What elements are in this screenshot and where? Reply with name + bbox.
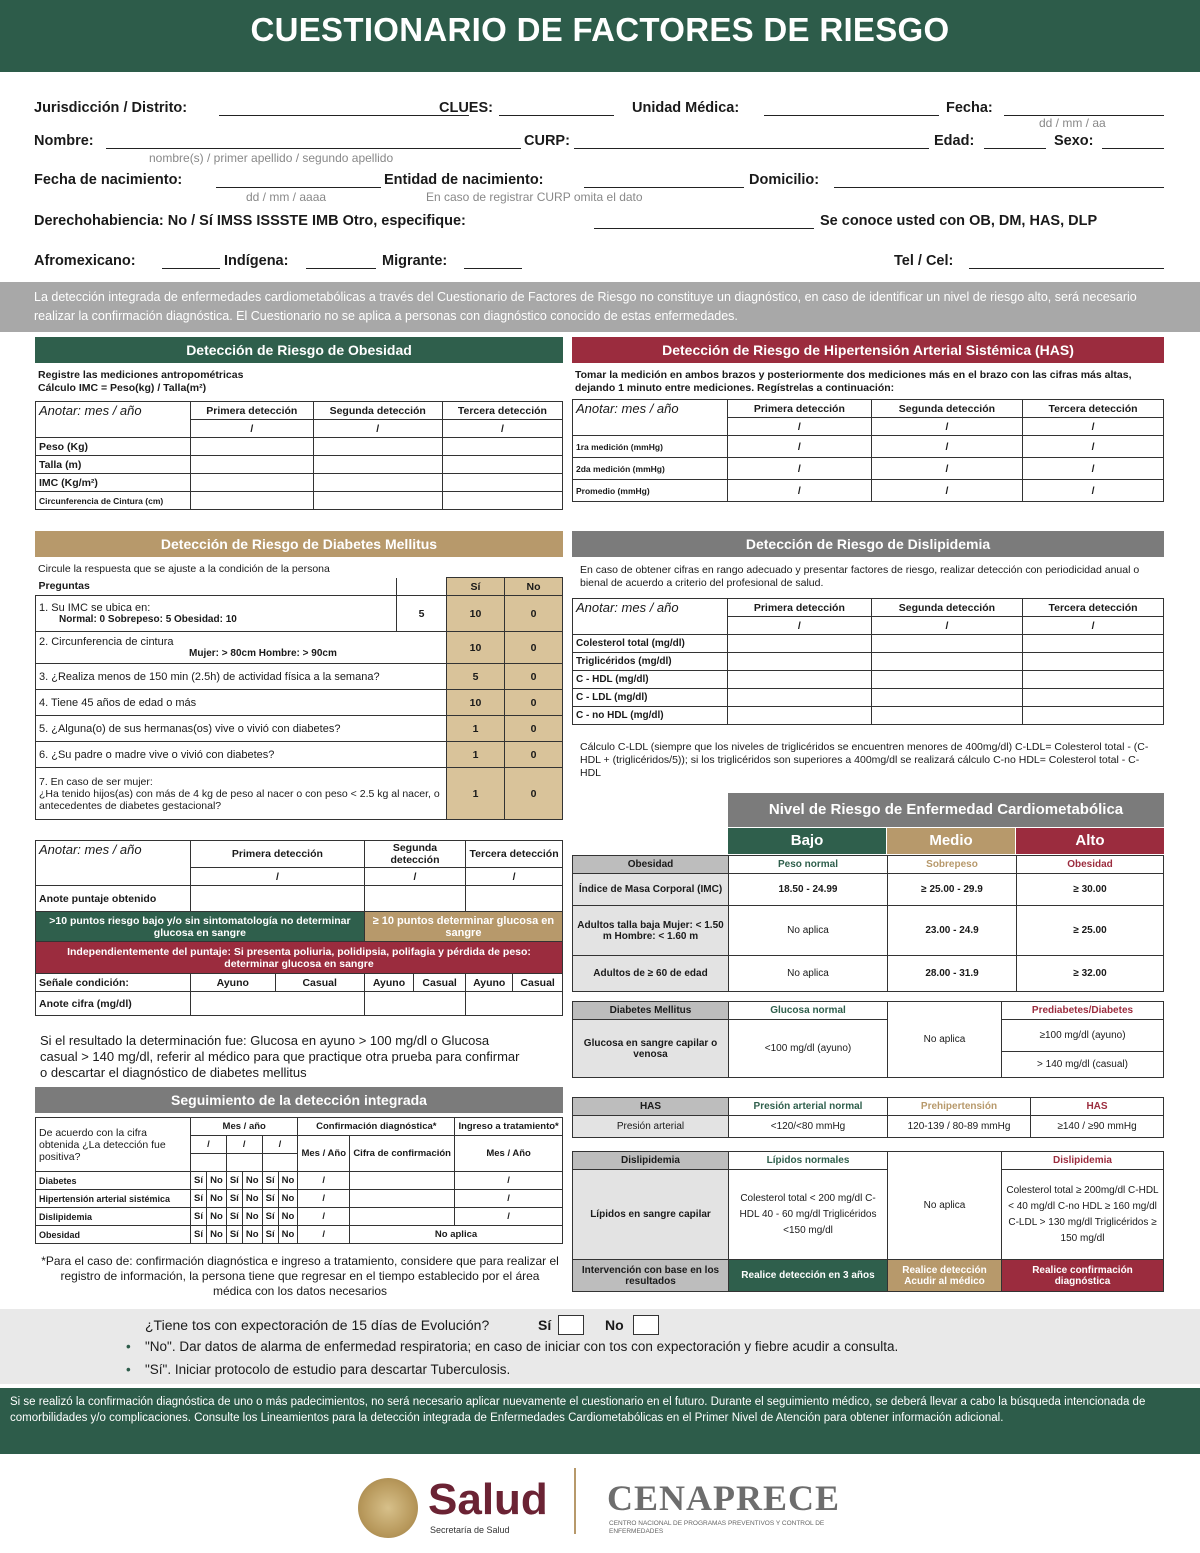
row-label: 2da medición (mmHg): [573, 458, 728, 480]
has-c: HAS: [1031, 1098, 1164, 1116]
escudo-logo: [358, 1478, 418, 1538]
q-no[interactable]: 0: [505, 716, 563, 742]
dl-h: Dislipidemia: [573, 1152, 729, 1170]
ob-val: ≥ 25.00: [1017, 906, 1164, 956]
ayuno[interactable]: Ayuno: [191, 974, 276, 992]
no-option[interactable]: No: [278, 1190, 298, 1208]
bullet-icon: •: [126, 1362, 131, 1377]
section-seguimiento-title: Seguimiento de la detección integrada: [35, 1087, 563, 1113]
label-afro: Afromexicano:: [34, 253, 136, 269]
value-cell[interactable]: /: [1023, 480, 1164, 502]
section-dislipidemia-title: Detección de Riesgo de Dislipidemia: [572, 531, 1164, 557]
input-edad[interactable]: [984, 133, 1046, 149]
dl-m: No aplica: [888, 1152, 1002, 1260]
slash: /: [262, 1136, 298, 1154]
ob-row: Adultos de ≥ 60 de edad: [573, 956, 729, 992]
row-label: C - HDL (mg/dl): [573, 671, 728, 689]
tb-no-text: "No". Dar datos de alarma de enfermedad respiratoria; en caso de iniciar con tos con expectoración y fiebre acudir a consulta.: [145, 1339, 899, 1354]
nivel-title: Nivel de Riesgo de Enfermedad Cardiometabólica: [728, 793, 1164, 827]
nombre-hint: nombre(s) / primer apellido / segundo apellido: [149, 151, 394, 165]
seg-cifra: Cifra de confirmación: [350, 1136, 455, 1172]
anotar-label: Anotar: mes / año: [573, 400, 728, 436]
preguntas-header: Preguntas: [36, 578, 397, 596]
label-migrante: Migrante:: [382, 253, 448, 269]
ob-row: Índice de Masa Corporal (IMC): [573, 874, 729, 906]
si-option[interactable]: Sí: [262, 1190, 278, 1208]
value-cell[interactable]: /: [728, 436, 872, 458]
value-cell[interactable]: [871, 707, 1022, 725]
dm-c1: ≥100 mg/dl (ayuno): [1002, 1020, 1164, 1052]
no-option[interactable]: No: [207, 1226, 227, 1244]
q-si[interactable]: 1: [447, 768, 505, 820]
tb-question: ¿Tiene tos con expectoración de 15 días de Evolución?: [145, 1317, 490, 1333]
dl-a: Lípidos normales: [729, 1152, 888, 1170]
value-cell[interactable]: [313, 492, 442, 510]
cenaprece-sub: CENTRO NACIONAL DE PROGRAMAS PREVENTIVOS Y CONTROL DE ENFERMEDADES: [609, 1520, 825, 1535]
fecha-hint: dd / mm / aa: [1039, 116, 1106, 130]
q-no[interactable]: 0: [505, 690, 563, 716]
tb-box: [0, 1309, 1200, 1384]
value-cell[interactable]: /: [1023, 436, 1164, 458]
q-si[interactable]: 10: [447, 690, 505, 716]
col-header: Segunda detección: [871, 400, 1022, 418]
label-sexo: Sexo:: [1054, 133, 1094, 149]
seg-ma: Mes / Año: [298, 1136, 350, 1172]
tb-si-checkbox[interactable]: [558, 1315, 584, 1335]
seguimiento-note: *Para el caso de: confirmación diagnóstica e ingreso a tratamiento, considere que para realizar el registro de información, la persona tiene que regresar en el tiempo establecido por el área médica con los datos necesarios: [41, 1254, 559, 1298]
ob-b: Sobrepeso: [888, 856, 1017, 874]
ldl-calc: Cálculo C-LDL (siempre que los niveles de triglicéridos se encuentren menores de 400mg/dl) C-LDL= Colesterol total - (C-HDL + (triglicéridos/5)); si los triglicéridos son superiores a 400mg/dl se realizará cálculo C-no HDL= Colesterol total - C-HDL: [580, 741, 1149, 779]
col-header: Segunda detección: [313, 402, 442, 420]
seg-row: Dislipidemia: [36, 1208, 191, 1226]
int-c: Realice confirmación diagnóstica: [1002, 1260, 1164, 1292]
has-intro: Tomar la medición en ambos brazos y posteriormente dos mediciones más en el brazo con las cifras más altas, dejando 1 minuto entre mediciones. Regístrelas a continuación:: [575, 369, 1132, 394]
bullet-icon: •: [126, 1339, 131, 1354]
dm-m: No aplica: [888, 1002, 1002, 1078]
question-7: 7. En caso de ser mujer: ¿Ha tenido hijos(as) con más de 4 kg de peso al nacer o con peso < 2.5 kg al nacer, o antecedentes de diabetes gestacional?: [36, 768, 447, 820]
col-header: Tercera detección: [1023, 599, 1164, 617]
diabetes-table: [35, 577, 563, 820]
dm-row: Glucosa en sangre capilar o venosa: [573, 1020, 729, 1078]
ob-h: Obesidad: [573, 856, 729, 874]
q-no[interactable]: 0: [505, 632, 563, 664]
slash: /: [226, 1136, 262, 1154]
col-header: Segunda detección: [871, 599, 1022, 617]
no-option[interactable]: No: [207, 1172, 227, 1190]
input-otro[interactable]: [594, 213, 814, 229]
input-fnac[interactable]: [216, 172, 381, 188]
si-header: Sí: [447, 578, 505, 596]
value-cell[interactable]: /: [871, 480, 1022, 502]
dl-v: Colesterol total < 200 mg/dl C-HDL 40 - 60 mg/dl Triglicéridos <150 mg/dl: [729, 1170, 888, 1260]
salud-logo-text: Salud: [428, 1475, 548, 1524]
ayuno[interactable]: Ayuno: [364, 974, 413, 992]
no-option[interactable]: No: [242, 1226, 262, 1244]
date-cell[interactable]: /: [313, 420, 442, 438]
row-label: Promedio (mmHg): [573, 480, 728, 502]
value-cell[interactable]: [350, 1190, 455, 1208]
date-cell[interactable]: /: [191, 868, 365, 886]
date-cell[interactable]: /: [364, 868, 465, 886]
nivel-alto: Alto: [1016, 828, 1164, 854]
value-cell[interactable]: [728, 707, 872, 725]
diabetes-intro: Circule la respuesta que se ajuste a la condición de la persona: [38, 563, 330, 575]
no-option[interactable]: No: [207, 1208, 227, 1226]
value-cell[interactable]: [364, 886, 465, 912]
input-entidad[interactable]: [584, 172, 744, 188]
nivel-dm-table: [572, 1001, 1164, 1078]
logo-divider: [574, 1468, 576, 1534]
label-entidad: Entidad de nacimiento:: [384, 172, 544, 188]
value-cell[interactable]: [1023, 689, 1164, 707]
q-si[interactable]: 10: [447, 632, 505, 664]
value-cell[interactable]: [191, 492, 314, 510]
value-cell[interactable]: [191, 886, 365, 912]
section-has-title: Detección de Riesgo de Hipertensión Arterial Sistémica (HAS): [572, 337, 1164, 363]
int-a: Realice detección en 3 años: [729, 1260, 888, 1292]
no-option[interactable]: No: [242, 1208, 262, 1226]
value-cell[interactable]: [364, 992, 465, 1016]
row-label: Triglicéridos (mg/dl): [573, 653, 728, 671]
value-cell[interactable]: [313, 438, 442, 456]
label-domicilio: Domicilio:: [749, 172, 820, 188]
date-cell[interactable]: /: [298, 1208, 350, 1226]
input-clues[interactable]: [499, 100, 614, 116]
slash: /: [191, 1136, 227, 1154]
value-cell[interactable]: /: [871, 436, 1022, 458]
value-cell[interactable]: [466, 886, 563, 912]
input-tel[interactable]: [969, 253, 1164, 269]
tb-si-label: Sí: [538, 1317, 552, 1333]
ob-row: Adultos talla baja Mujer: < 1.50 m Hombre: < 1.60 m: [573, 906, 729, 956]
tb-no-checkbox[interactable]: [633, 1315, 659, 1335]
independiente: Independientemente del puntaje: Si presenta poliuria, polidipsia, polifagia y pérdida de peso: determinar glucosa en sangre: [36, 942, 563, 974]
date-cell[interactable]: /: [455, 1190, 563, 1208]
input-indigena[interactable]: [306, 253, 376, 269]
date-cell[interactable]: /: [298, 1226, 350, 1244]
seg-row: Obesidad: [36, 1226, 191, 1244]
obesidad-intro1: Registre las mediciones antropométricas: [38, 369, 244, 381]
dm-v: <100 mg/dl (ayuno): [729, 1020, 888, 1078]
value-cell[interactable]: /: [1023, 458, 1164, 480]
value-cell[interactable]: [728, 671, 872, 689]
dm-c2: > 140 mg/dl (casual): [1002, 1052, 1164, 1078]
input-jurisdiccion[interactable]: [219, 100, 469, 116]
no-option[interactable]: No: [278, 1172, 298, 1190]
label-indigena: Indígena:: [224, 253, 289, 269]
int-b: Realice detección Acudir al médico: [888, 1260, 1002, 1292]
row-label: IMC (Kg/m²): [36, 474, 191, 492]
anotar-label: Anotar: mes / año: [573, 599, 728, 635]
no-option[interactable]: No: [278, 1226, 298, 1244]
q-si[interactable]: 1: [447, 716, 505, 742]
row-label: Colesterol total (mg/dl): [573, 635, 728, 653]
cenaprece-logo-text: CENAPRECE: [607, 1478, 841, 1518]
date-cell[interactable]: /: [728, 418, 872, 436]
has-table: [572, 399, 1164, 502]
obesidad-table: [35, 401, 563, 510]
value-cell[interactable]: [191, 438, 314, 456]
date-cell[interactable]: /: [298, 1190, 350, 1208]
has-val: ≥140 / ≥90 mmHg: [1031, 1116, 1164, 1138]
label-curp: CURP:: [524, 133, 570, 149]
cifra-label: Anote cifra (mg/dl): [36, 992, 191, 1016]
riesgo-bajo: >10 puntos riesgo bajo y/o sin sintomatología no determinar glucosa en sangre: [36, 912, 365, 942]
has-val: <120/<80 mmHg: [729, 1116, 888, 1138]
value-cell[interactable]: /: [728, 458, 872, 480]
dislipidemia-table: [572, 598, 1164, 725]
riesgo-alto: ≥ 10 puntos determinar glucosa en sangre: [364, 912, 562, 942]
label-nombre: Nombre:: [34, 133, 94, 149]
page-title: CUESTIONARIO DE FACTORES DE RIESGO: [0, 0, 1200, 72]
has-val: 120-139 / 80-89 mmHg: [888, 1116, 1031, 1138]
entidad-hint: En caso de registrar CURP omita el dato: [426, 190, 643, 204]
tb-no-label: No: [605, 1317, 624, 1333]
label-fnac: Fecha de nacimiento:: [34, 172, 183, 188]
input-unidad[interactable]: [764, 100, 939, 116]
casual[interactable]: Casual: [275, 974, 364, 992]
no-option[interactable]: No: [207, 1190, 227, 1208]
date-cell[interactable]: /: [1023, 418, 1164, 436]
no-option[interactable]: No: [242, 1172, 262, 1190]
si-option[interactable]: Sí: [262, 1226, 278, 1244]
ayuno[interactable]: Ayuno: [466, 974, 513, 992]
puntaje-label: Anote puntaje obtenido: [36, 886, 191, 912]
dl-c: Dislipidemia: [1002, 1152, 1164, 1170]
ob-c: Obesidad: [1017, 856, 1164, 874]
value-cell[interactable]: [1023, 707, 1164, 725]
si-option[interactable]: Sí: [191, 1226, 207, 1244]
info-banner: La detección integrada de enfermedades cardiometabólicas a través del Cuestionario de Factores de Riesgo no constituye un diagnóstico, en caso de identificar un nivel de riesgo alto, será necesario realizar la confirmación diagnóstica. El Cuestionario no se aplica a personas con diagnóstico conocido de estas enfermedades.: [0, 282, 1200, 332]
nivel-dislipidemia-table: [572, 1151, 1164, 1292]
nivel-bajo: Bajo: [728, 828, 886, 854]
value-cell[interactable]: [350, 1172, 455, 1190]
seg-row: Diabetes: [36, 1172, 191, 1190]
anotar-label: Anotar: mes / año: [36, 841, 191, 886]
seg-question: De acuerdo con la cifra obtenida ¿La detección fue positiva?: [36, 1118, 191, 1172]
ob-val: No aplica: [729, 956, 888, 992]
si-option[interactable]: Sí: [191, 1208, 207, 1226]
si-option[interactable]: Sí: [226, 1226, 242, 1244]
tb-si-text: "Sí". Iniciar protocolo de estudio para descartar Tuberculosis.: [145, 1362, 511, 1377]
dislipidemia-intro: En caso de obtener cifras en rango adecuado y presentar factores de riesgo, realizar detección con periodicidad anual o bienal de acuerdo a criterio del profesional de salud.: [580, 564, 1140, 589]
label-jurisdiccion: Jurisdicción / Distrito:: [34, 100, 188, 116]
input-migrante[interactable]: [464, 253, 522, 269]
col-header: Tercera detección: [466, 841, 563, 868]
dm-h: Diabetes Mellitus: [573, 1002, 729, 1020]
no-option[interactable]: No: [278, 1208, 298, 1226]
input-sexo[interactable]: [1102, 133, 1164, 149]
date-cell[interactable]: /: [298, 1172, 350, 1190]
value-cell[interactable]: /: [728, 480, 872, 502]
row-label: Peso (Kg): [36, 438, 191, 456]
col-header: Primera detección: [728, 400, 872, 418]
ob-val: 28.00 - 31.9: [888, 956, 1017, 992]
date-cell[interactable]: /: [871, 617, 1022, 635]
label-clues: CLUES:: [439, 100, 493, 116]
value-cell[interactable]: [313, 474, 442, 492]
col-header: Primera detección: [728, 599, 872, 617]
diabetes-note: Si el resultado la determinación fue: Glucosa en ayuno > 100 mg/dl o Glucosa casual > 140 mg/dl, referir al médico para que practique otra prueba para confirmar o descartar el diagnóstico de diabetes mellitus: [40, 1033, 520, 1080]
row-label: Talla (m): [36, 456, 191, 474]
value-cell[interactable]: [871, 635, 1022, 653]
value-cell[interactable]: [442, 474, 562, 492]
dm-c: Prediabetes/Diabetes: [1002, 1002, 1164, 1020]
value-cell[interactable]: [442, 492, 562, 510]
seg-ma: Mes / Año: [455, 1136, 563, 1172]
salud-sub: Secretaría de Salud: [430, 1525, 510, 1535]
col-header: Segunda detección: [364, 841, 465, 868]
question-3: 3. ¿Realiza menos de 150 min (2.5h) de actividad física a la semana?: [36, 664, 447, 690]
q-no[interactable]: 0: [505, 768, 563, 820]
value-cell[interactable]: [191, 474, 314, 492]
label-fecha: Fecha:: [946, 100, 993, 116]
si-option[interactable]: Sí: [262, 1172, 278, 1190]
value-cell[interactable]: [1023, 635, 1164, 653]
value-cell[interactable]: [191, 992, 365, 1016]
col-header: Tercera detección: [442, 402, 562, 420]
fnac-hint: dd / mm / aaaa: [246, 190, 327, 204]
ob-val: 23.00 - 24.9: [888, 906, 1017, 956]
nivel-obesidad-table: [572, 855, 1164, 992]
section-diabetes-title: Detección de Riesgo de Diabetes Mellitus: [35, 531, 563, 557]
question-2: 2. Circunferencia de cintura Mujer: > 80cm Hombre: > 90cm: [36, 632, 447, 664]
value-cell[interactable]: [871, 689, 1022, 707]
no-header: No: [505, 578, 563, 596]
label-tel: Tel / Cel:: [894, 253, 954, 269]
si-option[interactable]: Sí: [191, 1190, 207, 1208]
label-derechohabiencia: Derechohabiencia: No / Sí IMSS ISSSTE IMB Otro, especifique:: [34, 213, 466, 229]
ob-val: ≥ 30.00: [1017, 874, 1164, 906]
section-obesidad-title: Detección de Riesgo de Obesidad: [35, 337, 563, 363]
row-label: Circunferencia de Cintura (cm): [36, 492, 191, 510]
no-option[interactable]: No: [242, 1190, 262, 1208]
date-cell[interactable]: /: [466, 868, 563, 886]
value-cell[interactable]: [728, 689, 872, 707]
col-header: Tercera detección: [1023, 400, 1164, 418]
q-si[interactable]: 10: [447, 596, 505, 632]
value-cell[interactable]: [466, 992, 563, 1016]
anotar-label: Anotar: mes / año: [36, 402, 191, 438]
seg-ingreso: Ingreso a tratamiento*: [455, 1118, 563, 1136]
value-cell[interactable]: [442, 438, 562, 456]
si-option[interactable]: Sí: [262, 1208, 278, 1226]
question-6: 6. ¿Su padre o madre vive o vivió con diabetes?: [36, 742, 447, 768]
seg-row: Hipertensión arterial sistémica: [36, 1190, 191, 1208]
ob-val: 18.50 - 24.99: [729, 874, 888, 906]
has-b: Prehipertensión: [888, 1098, 1031, 1116]
input-domicilio[interactable]: [834, 172, 1164, 188]
nivel-medio: Medio: [887, 828, 1015, 854]
date-cell[interactable]: /: [455, 1172, 563, 1190]
label-unidad: Unidad Médica:: [632, 100, 740, 116]
row-label: C - LDL (mg/dl): [573, 689, 728, 707]
input-nombre[interactable]: [106, 133, 521, 149]
input-curp[interactable]: [574, 133, 929, 149]
date-cell[interactable]: /: [191, 420, 314, 438]
identification-section: [34, 96, 1164, 276]
dl-c1: Colesterol total ≥ 200mg/dl C-HDL < 40 mg/dl C-no HDL ≥ 160 mg/dl C-LDL > 130 mg/dl Triglicéridos ≥ 150 mg/dl: [1002, 1170, 1164, 1260]
diabetes-score-table: [35, 840, 563, 1016]
value-cell[interactable]: [728, 635, 872, 653]
ob-val: No aplica: [729, 906, 888, 956]
senale-label: Señale condición:: [36, 974, 191, 992]
date-cell[interactable]: /: [455, 1208, 563, 1226]
value-cell[interactable]: [313, 456, 442, 474]
si-option[interactable]: Sí: [226, 1190, 242, 1208]
ob-val: ≥ 32.00: [1017, 956, 1164, 992]
dm-a: Glucosa normal: [729, 1002, 888, 1020]
q-no[interactable]: 0: [505, 596, 563, 632]
question-5: 5. ¿Alguna(o) de sus hermanas(os) vive o vivió con diabetes?: [36, 716, 447, 742]
question-1: 1. Su IMC se ubica en: Normal: 0 Sobrepeso: 5 Obesidad: 10: [36, 596, 397, 632]
si-option[interactable]: Sí: [226, 1172, 242, 1190]
si-option[interactable]: Sí: [191, 1172, 207, 1190]
si-option[interactable]: Sí: [226, 1208, 242, 1226]
label-conoce: Se conoce usted con OB, DM, HAS, DLP: [820, 213, 1098, 229]
label-edad: Edad:: [934, 133, 975, 149]
seg-conf: Confirmación diagnóstica*: [298, 1118, 455, 1136]
has-h: HAS: [573, 1098, 729, 1116]
no-aplica: No aplica: [350, 1226, 563, 1244]
q-no[interactable]: 0: [505, 742, 563, 768]
value-cell[interactable]: [1023, 653, 1164, 671]
dl-row: Lípidos en sangre capilar: [573, 1170, 729, 1260]
q-no[interactable]: 0: [505, 664, 563, 690]
nivel-has-table: [572, 1097, 1164, 1138]
value-cell[interactable]: [728, 653, 872, 671]
seg-mes: Mes / año: [191, 1118, 298, 1136]
casual[interactable]: Casual: [414, 974, 466, 992]
ob-val: ≥ 25.00 - 29.9: [888, 874, 1017, 906]
date-cell[interactable]: /: [442, 420, 562, 438]
input-fecha[interactable]: [1004, 100, 1164, 116]
spacer-cell: [397, 578, 447, 596]
casual[interactable]: Casual: [513, 974, 563, 992]
date-cell[interactable]: /: [1023, 617, 1164, 635]
question-4: 4. Tiene 45 años de edad o más: [36, 690, 447, 716]
q1-mid[interactable]: 5: [397, 596, 447, 632]
value-cell[interactable]: /: [871, 458, 1022, 480]
value-cell[interactable]: [871, 653, 1022, 671]
has-a: Presión arterial normal: [729, 1098, 888, 1116]
row-label: C - no HDL (mg/dl): [573, 707, 728, 725]
col-header: Primera detección: [191, 402, 314, 420]
value-cell[interactable]: [1023, 671, 1164, 689]
q-si[interactable]: 1: [447, 742, 505, 768]
date-cell[interactable]: /: [728, 617, 872, 635]
seguimiento-table: [35, 1117, 563, 1244]
value-cell[interactable]: [442, 456, 562, 474]
value-cell[interactable]: [191, 456, 314, 474]
footer-note: Si se realizó la confirmación diagnóstica de uno o más padecimientos, no será necesario aplicar nuevamente el cuestionario en el futuro. Durante el seguimiento médico, se deberá llevar a cabo la búsqueda intencionada de comorbilidades y/o complicaciones. Consulte los Lineamientos para la detección integrada de Enfermedades Cardiometabólicas en el Primer Nivel de Atención para obtener información adicional.: [0, 1388, 1200, 1454]
row-label: 1ra medición (mmHg): [573, 436, 728, 458]
q-si[interactable]: 5: [447, 664, 505, 690]
int-h: Intervención con base en los resultados: [573, 1260, 729, 1292]
input-afro[interactable]: [162, 253, 220, 269]
value-cell[interactable]: [871, 671, 1022, 689]
ob-a: Peso normal: [729, 856, 888, 874]
date-cell[interactable]: /: [871, 418, 1022, 436]
col-header: Primera detección: [191, 841, 365, 868]
obesidad-intro2: Cálculo IMC = Peso(kg) / Talla(m²): [38, 382, 207, 394]
has-row: Presión arterial: [573, 1116, 729, 1138]
value-cell[interactable]: [350, 1208, 455, 1226]
